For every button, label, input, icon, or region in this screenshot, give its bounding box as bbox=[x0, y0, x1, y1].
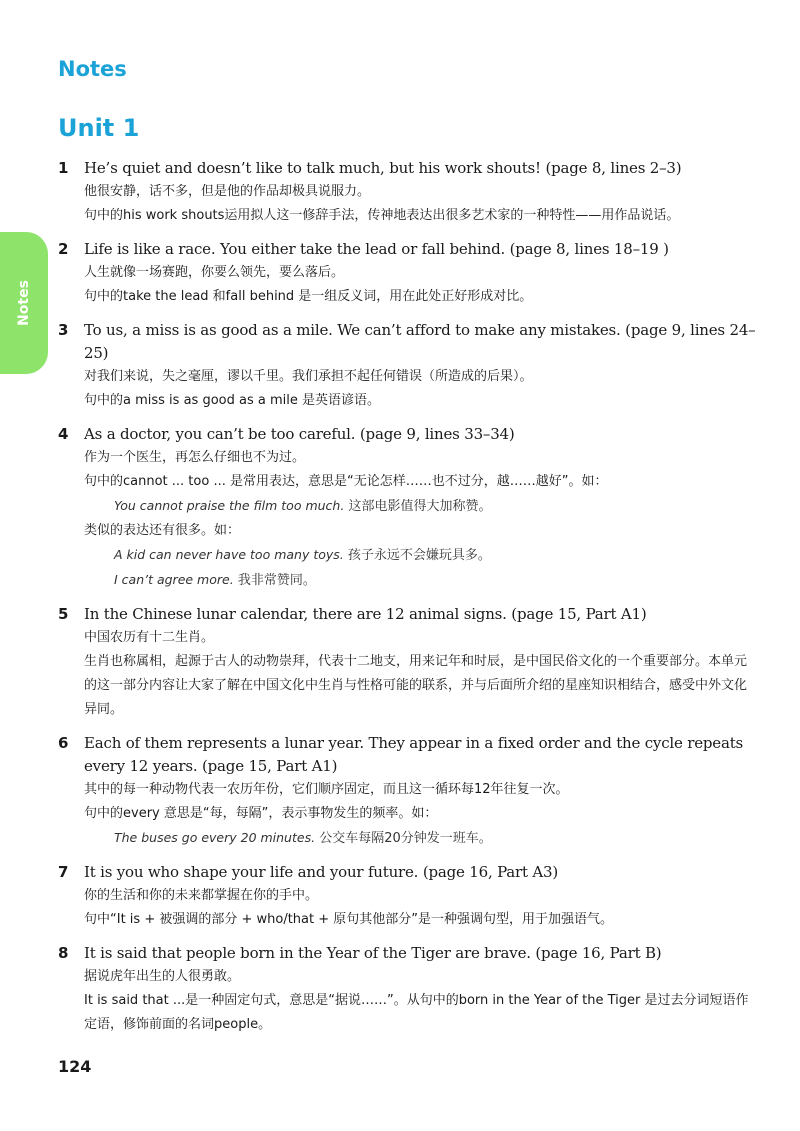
example-zh: 这部电影值得大加称赞。 bbox=[348, 499, 492, 514]
note-explanation: 句中的a miss is as good as a mile 是英语谚语。 bbox=[84, 393, 380, 408]
note-translation: 作为一个医生，再怎么仔细也不为过。 bbox=[84, 450, 306, 465]
example-zh: 公交车每隔20分钟发一班车。 bbox=[319, 831, 492, 846]
note-item bbox=[58, 157, 758, 228]
note-translation: 你的生活和你的未来都掌握在你的手中。 bbox=[84, 888, 319, 903]
example-sentence bbox=[84, 494, 758, 519]
example-en: You cannot praise the film too much. bbox=[114, 498, 345, 513]
page-heading: Notes bbox=[58, 57, 127, 81]
example-sentence bbox=[84, 826, 758, 851]
note-translation: 据说虎年出生的人很勇敢。 bbox=[84, 969, 241, 984]
note-sentence: To us, a miss is as good as a mile. We can’t afford to make any mistakes. (page 9, lines 24–25) bbox=[84, 321, 756, 362]
note-explanation: 生肖也称属相，起源于古人的动物崇拜，代表十二地支，用来记年和时辰，是中国民俗文化的一个重要部分。本单元的这一部分内容让大家了解在中国文化中生肖与性格可能的联系，并与后面所介绍的星座知识相结合，感受中外文化异同。 bbox=[84, 654, 748, 717]
unit-title: Unit 1 bbox=[58, 114, 140, 142]
note-number: 5 bbox=[58, 605, 69, 623]
note-translation: 他很安静，话不多，但是他的作品却极具说服力。 bbox=[84, 184, 371, 199]
example-zh: 孩子永远不会嫌玩具多。 bbox=[347, 548, 491, 563]
note-number: 1 bbox=[58, 159, 69, 177]
side-tab-label: Notes bbox=[16, 280, 32, 326]
notes-list bbox=[58, 157, 758, 1047]
note-item bbox=[58, 319, 758, 413]
note-sentence: As a doctor, you can’t be too careful. (page 9, lines 33–34) bbox=[84, 425, 515, 443]
note-number: 4 bbox=[58, 425, 69, 443]
example-en: A kid can never have too many toys. bbox=[114, 547, 344, 562]
example-sentence bbox=[84, 568, 758, 593]
note-explanation: 句中的take the lead 和fall behind 是一组反义词，用在此处正好形成对比。 bbox=[84, 289, 533, 304]
note-item bbox=[58, 942, 758, 1037]
note-item bbox=[58, 603, 758, 722]
note-explanation: 句中“It is + 被强调的部分 + who/that + 原句其他部分”是一种强调句型，用于加强语气。 bbox=[84, 912, 613, 927]
note-translation: 其中的每一种动物代表一农历年份，它们顺序固定，而且这一循环每12年往复一次。 bbox=[84, 782, 569, 797]
note-number: 7 bbox=[58, 863, 69, 881]
note-translation: 人生就像一场赛跑，你要么领先，要么落后。 bbox=[84, 265, 345, 280]
note-item bbox=[58, 238, 758, 309]
note-sentence: Life is like a race. You either take the lead or fall behind. (page 8, lines 18–19 ) bbox=[84, 240, 669, 258]
note-sentence: It is said that people born in the Year of the Tiger are brave. (page 16, Part B) bbox=[84, 944, 662, 962]
note-item bbox=[58, 423, 758, 593]
note-explanation: 类似的表达还有很多。如： bbox=[84, 523, 241, 538]
note-explanation: 句中的his work shouts运用拟人这一修辞手法，传神地表达出很多艺术家的一种特性——用作品说话。 bbox=[84, 208, 680, 223]
note-number: 2 bbox=[58, 240, 69, 258]
note-explanation: It is said that ...是一种固定句式，意思是“据说……”。从句中的born in the Year of the Tiger 是过去分词短语作定语，修饰前面的名词people。 bbox=[84, 993, 749, 1032]
example-en: I can’t agree more. bbox=[114, 572, 234, 587]
note-sentence: He’s quiet and doesn’t like to talk much, but his work shouts! (page 8, lines 2–3) bbox=[84, 159, 682, 177]
note-number: 3 bbox=[58, 321, 69, 339]
note-sentence: In the Chinese lunar calendar, there are 12 animal signs. (page 15, Part A1) bbox=[84, 605, 647, 623]
note-explanation: 句中的every 意思是“每，每隔”，表示事物发生的频率。如： bbox=[84, 806, 438, 821]
note-number: 8 bbox=[58, 944, 69, 962]
note-explanation: 句中的cannot ... too ... 是常用表达，意思是“无论怎样……也不过分，越……越好”。如： bbox=[84, 474, 608, 489]
note-number: 6 bbox=[58, 734, 69, 752]
note-translation: 对我们来说，失之毫厘，谬以千里。我们承担不起任何错误（所造成的后果）。 bbox=[84, 369, 533, 384]
note-item bbox=[58, 732, 758, 851]
side-tab bbox=[0, 232, 48, 374]
note-sentence: Each of them represents a lunar year. They appear in a fixed order and the cycle repeats every 12 years. (page 15, Part A1) bbox=[84, 734, 744, 775]
note-translation: 中国农历有十二生肖。 bbox=[84, 630, 215, 645]
note-item bbox=[58, 861, 758, 932]
example-zh: 我非常赞同。 bbox=[237, 573, 316, 588]
example-en: The buses go every 20 minutes. bbox=[114, 830, 316, 845]
page-number: 124 bbox=[58, 1057, 92, 1076]
example-sentence bbox=[84, 543, 758, 568]
note-sentence: It is you who shape your life and your future. (page 16, Part A3) bbox=[84, 863, 559, 881]
